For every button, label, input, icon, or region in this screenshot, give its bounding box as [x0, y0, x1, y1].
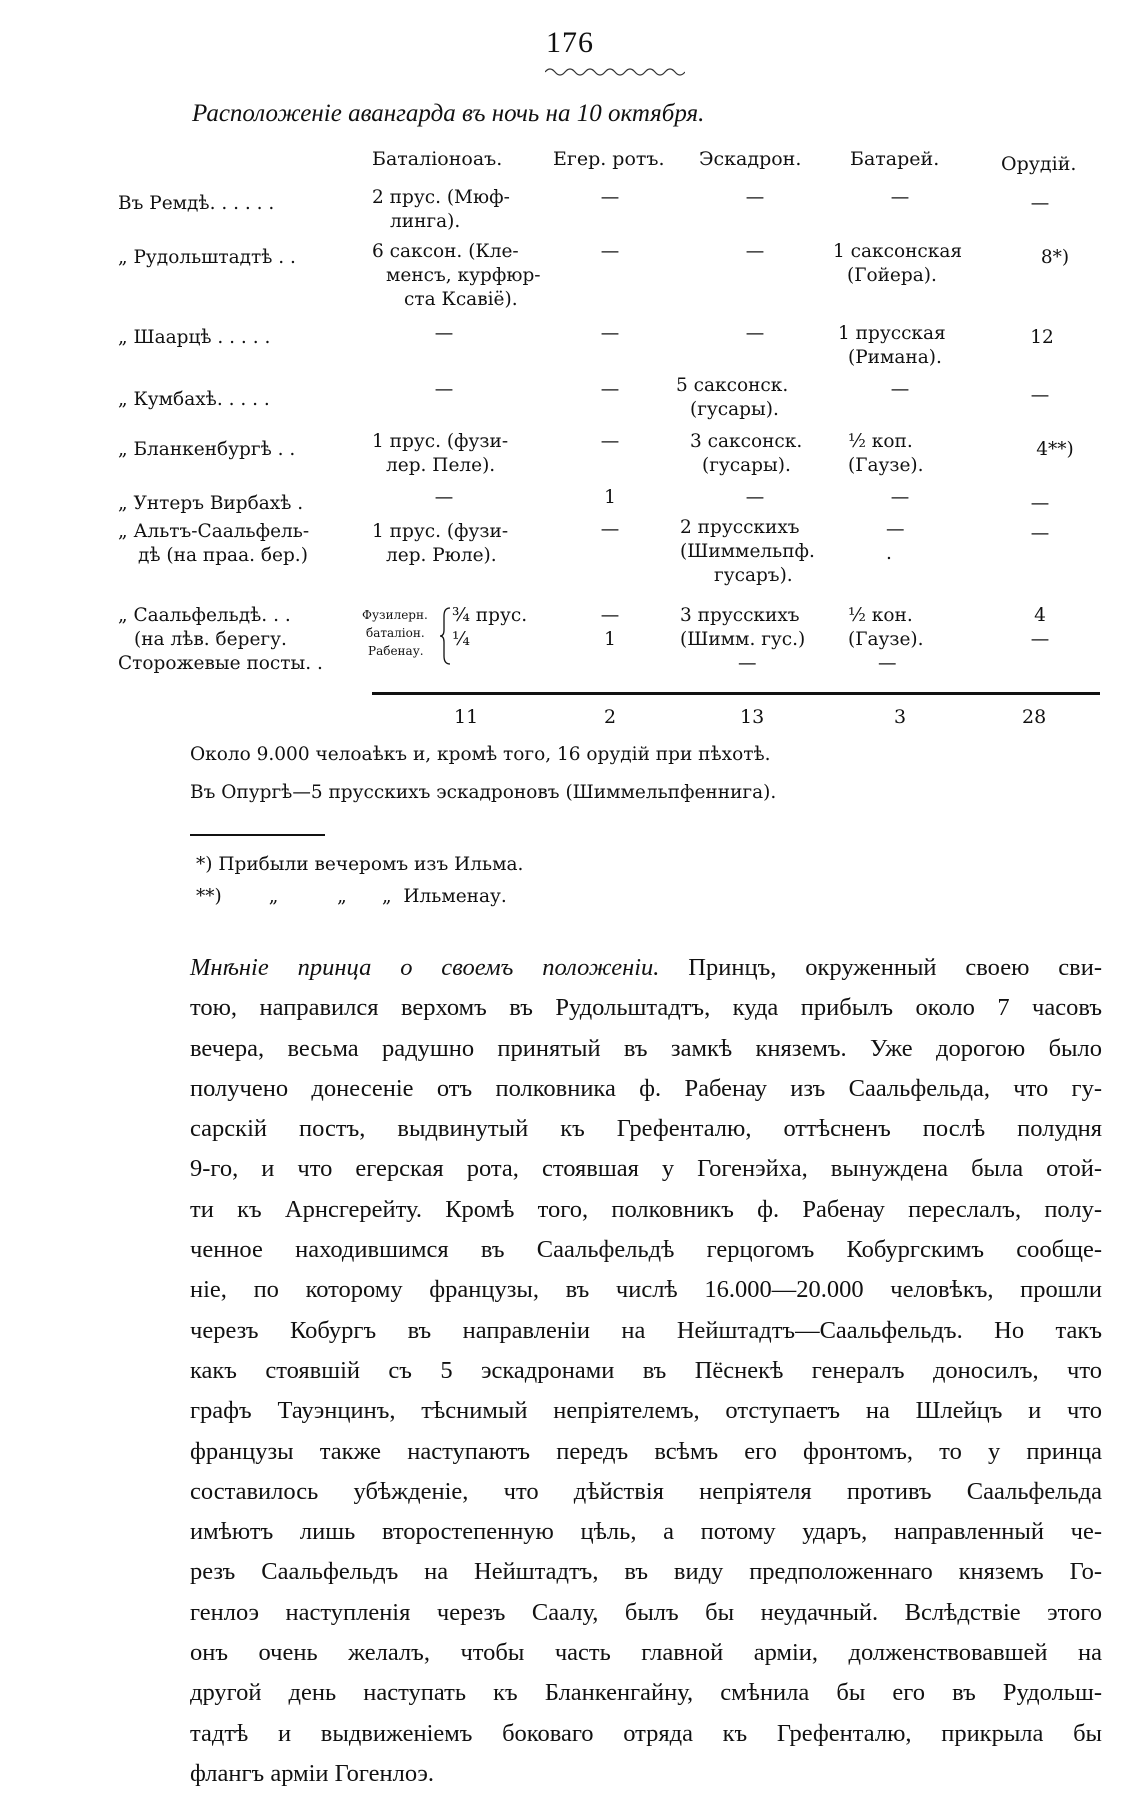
- total-guns: 28: [1022, 706, 1047, 728]
- header-batteries: Батарей.: [850, 148, 940, 170]
- place-remda: Въ Ремдѣ. . . . . .: [118, 193, 275, 214]
- batteries-cell: ½ коп. (Гаузе).: [848, 431, 924, 476]
- jager-cell: —: [600, 241, 620, 262]
- body-line: сарскій постъ, выдвинутый къ Грефенталю, оттѣсненъ послѣ полудня: [190, 1115, 1102, 1143]
- battalions-cell: 2 прус. (Мюф- линга).: [372, 187, 510, 232]
- total-batteries: 3: [894, 706, 907, 728]
- wavy-underline-ornament: [545, 66, 685, 78]
- body-line: тадтѣ и выдвиженіемъ боковаго отряда къ Грефенталю, прикрыла бы: [190, 1719, 1102, 1747]
- body-line: французы также наступаютъ передъ всѣмъ его фронтомъ, то у принца: [190, 1437, 1102, 1465]
- battalions-cell: 6 саксон. (Кле- менсъ, курфюр- ста Ксавіё).: [372, 241, 541, 310]
- totals-rule: [372, 692, 1100, 695]
- batteries-cell: —: [890, 187, 910, 208]
- body-line: имѣютъ лишь второстепенную цѣль, а потому ударъ, направленный че-: [190, 1518, 1102, 1546]
- body-line: какъ стоявшій съ 5 эскадронами въ Пёснекѣ генералъ доносилъ, что: [190, 1356, 1102, 1384]
- squadrons-cell: 3 саксонск. (гусары).: [690, 431, 803, 476]
- page-number: 176: [546, 26, 594, 59]
- guns-cell: 12: [1030, 327, 1054, 348]
- body-line: черезъ Кобургъ въ направленіи на Нейштадтъ—Саальфельдъ. Но такъ: [190, 1316, 1102, 1344]
- header-battalions: Баталіоноаъ.: [372, 148, 503, 170]
- body-line: тою, направился верхомъ въ Рудольштадтъ, куда прибылъ около 7 часовъ: [190, 994, 1102, 1022]
- batteries-cell: 1 саксонская (Гойера).: [833, 241, 963, 286]
- place-blankenburg: „ Бланкенбургѣ . .: [118, 439, 296, 460]
- footnote: **) „ „ „ Ильменау.: [196, 886, 507, 907]
- place-schaartz: „ Шаарцѣ . . . . .: [118, 327, 271, 348]
- body-line: ти къ Арнсгерейту. Кромѣ того, полковникъ ф. Рабенау переслалъ, полу-: [190, 1195, 1102, 1223]
- jager-cell: —: [600, 379, 620, 400]
- body-line: получено донесеніе отъ полковника ф. Рабенау изъ Саальфельда, что гу-: [190, 1074, 1102, 1102]
- place-saalfeld-and-outposts: „ Саальфельдѣ. . . (на лѣв. берегу. Сторожевые посты. .: [118, 605, 323, 674]
- squadrons-cell: 5 саксонск. (гусары).: [676, 375, 789, 420]
- curly-brace-icon: [438, 606, 452, 666]
- summary-line: Въ Опургѣ—5 прусскихъ эскадроновъ (Шиммельпфеннига).: [190, 782, 777, 803]
- body-line: резъ Саальфельдъ на Нейштадтъ, въ виду предположеннаго княземъ Го-: [190, 1558, 1102, 1586]
- body-line: графъ Тауэнцинъ, тѣснимый непріятелемъ, отступаетъ на Шлейцъ и что: [190, 1397, 1102, 1425]
- jager-cell: —: [600, 431, 620, 452]
- place-kumbach: „ Кумбахѣ. . . . .: [118, 389, 270, 410]
- table-title: Расположеніе авангарда въ ночь на 10 октября.: [192, 100, 705, 127]
- battalions-cell: ¾ прус. ¼: [452, 605, 528, 650]
- jager-cell: 1: [604, 487, 616, 508]
- battalions-cell: —: [434, 487, 454, 508]
- place-unter-wirbach: „ Унтеръ Вирбахѣ .: [118, 493, 304, 514]
- header-guns: Орудій.: [1001, 153, 1077, 175]
- footnote: *) Прибыли вечеромъ изъ Ильма.: [196, 854, 524, 875]
- battalion-name-label: Фузилерн. баталіон. Рабенау.: [362, 608, 428, 658]
- body-line: онъ очень желалъ, чтобы часть главной арміи, долженствовавшей на: [190, 1639, 1102, 1667]
- squadrons-cell: —: [745, 323, 765, 344]
- body-line: Мнѣніе принца о своемъ положеніи. Принцъ, окруженный своею сви-: [190, 954, 1102, 981]
- guns-cell: —: [1030, 493, 1050, 514]
- battalions-cell: 1 прус. (фузи- лер. Рюле).: [372, 521, 509, 566]
- squadrons-cell: —: [745, 241, 765, 262]
- body-line: флангъ арміи Гогенлоэ.: [190, 1759, 435, 1787]
- place-rudolstadt: „ Рудольштадтѣ . .: [118, 247, 296, 268]
- summary-line: Около 9.000 челоаѣкъ и, кромѣ того, 16 орудій при пѣхотѣ.: [190, 744, 771, 765]
- side-heading: Мнѣніе принца о своемъ положеніи.: [190, 954, 660, 981]
- body-paragraph: [190, 948, 1102, 1794]
- battalions-cell: —: [434, 323, 454, 344]
- header-squadrons: Эскадрон.: [699, 148, 802, 170]
- footnote-rule: [190, 834, 325, 836]
- body-line: 9-го, и что егерская рота, стоявшая у Гогенэйха, вынуждена была отой-: [190, 1155, 1102, 1183]
- jager-cell: —: [600, 187, 620, 208]
- guns-cell: —: [1030, 193, 1050, 214]
- total-battalions: 11: [454, 706, 479, 728]
- batteries-cell: — .: [886, 519, 905, 564]
- guns-cell: 8*): [1040, 247, 1070, 268]
- place-alt-saalfeld: „ Альтъ-Саальфель- дѣ (на праа. бер.): [118, 521, 310, 566]
- body-line: другой день наступать къ Бланкенгайну, смѣнила бы его въ Рудольш-: [190, 1679, 1102, 1707]
- guns-cell: 4**): [1036, 439, 1074, 460]
- body-line: генлоэ наступленія черезъ Саалу, былъ бы неудачный. Вслѣдствіе этого: [190, 1598, 1102, 1626]
- batteries-cell: —: [890, 487, 910, 508]
- battalions-cell: 1 прус. (фузи- лер. Пеле).: [372, 431, 509, 476]
- squadrons-cell: —: [745, 187, 765, 208]
- batteries-cell: 1 прусская (Римана).: [838, 323, 946, 368]
- guns-cell: —: [1030, 385, 1050, 406]
- body-line: составилось убѣжденіе, что дѣйствія непріятеля противъ Саальфельда: [190, 1477, 1102, 1505]
- jager-cell: —: [600, 323, 620, 344]
- jager-cell: —: [600, 519, 620, 540]
- squadrons-cell: 3 прусскихъ (Шимм. гус.) —: [680, 605, 806, 674]
- squadrons-cell: —: [745, 487, 765, 508]
- guns-cell: 4 —: [1030, 605, 1050, 650]
- body-line: ніе, по которому французы, въ числѣ 16.000—20.000 человѣкъ, прошли: [190, 1276, 1102, 1304]
- guns-cell: —: [1030, 523, 1050, 544]
- total-squadrons: 13: [740, 706, 765, 728]
- squadrons-cell: 2 прусскихъ (Шиммельпф. гусаръ).: [680, 517, 815, 586]
- body-line: вечера, весьма радушно принятый въ замкѣ княземъ. Уже дорогою было: [190, 1034, 1102, 1062]
- body-line: ченное находившимся въ Саальфельдѣ герцогомъ Кобургскимъ сообще-: [190, 1236, 1102, 1264]
- header-jager-companies: Егер. ротъ.: [553, 148, 665, 170]
- batteries-cell: ½ кон. (Гаузе). —: [848, 605, 924, 674]
- jager-cell: — 1: [600, 605, 620, 650]
- total-jager-companies: 2: [604, 706, 617, 728]
- battalions-cell: —: [434, 379, 454, 400]
- batteries-cell: —: [890, 379, 910, 400]
